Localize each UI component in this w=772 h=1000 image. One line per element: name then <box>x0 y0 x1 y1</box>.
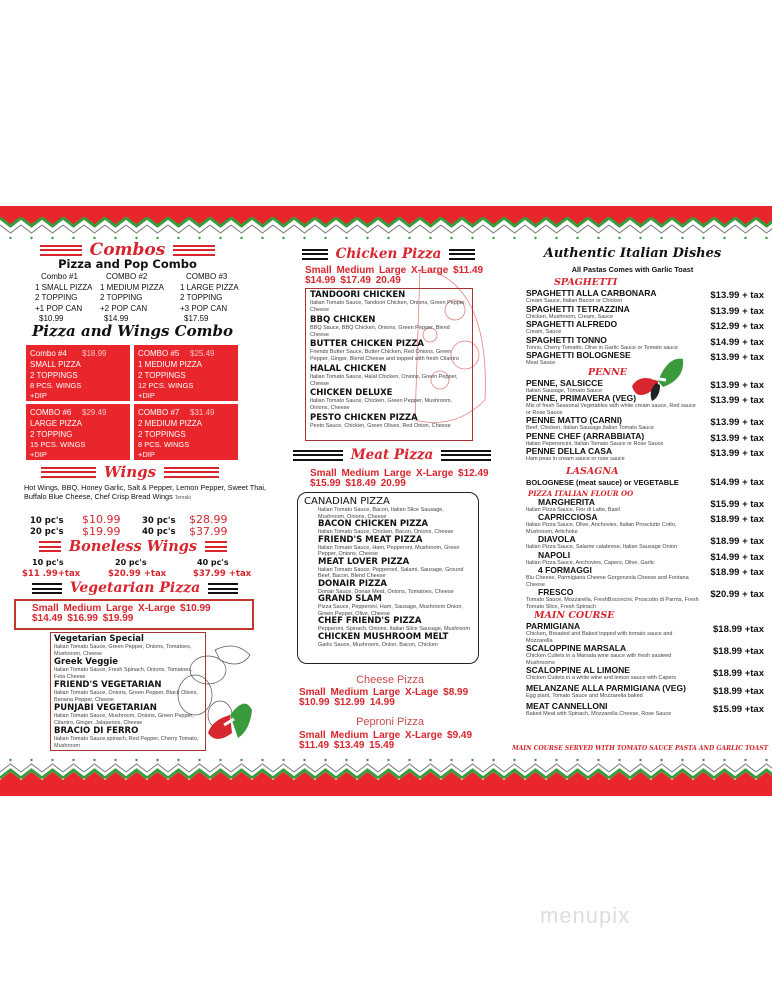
item-description: Italian Tomato Sauce, Ham, Pepperoni, Mushroom, Green Pepper, Onions, Cheese <box>318 544 460 557</box>
pizza-wings-combo-title: Pizza and Wings Combo <box>32 322 233 340</box>
menu-item <box>526 588 766 610</box>
combo-price: $17.59 <box>184 314 209 323</box>
chicken-pizza-header <box>296 246 481 262</box>
menu-item <box>526 684 766 702</box>
menu-item <box>526 666 766 684</box>
item-description: Garlic Sauce, Mushroom, Onion, Bacon, Chicken <box>318 641 438 648</box>
item-description: Cream, Sauce <box>526 329 562 335</box>
menu-item <box>318 580 472 596</box>
penne-list <box>526 379 766 463</box>
item-description: Italian Tomato Sauce, Mushroom, Onions, Green Pepper, Cilantro, Ginger, Jalapenos, Cheese <box>54 713 194 726</box>
size-labels: Small Medium Large X-Lage $8.99 <box>299 687 469 698</box>
menu-item <box>526 535 766 551</box>
item-description: Italian Tomato Sauce, Onions, Green Pepper, Black Olives, Banana Pepper, Cheese <box>54 690 198 703</box>
combo-line: 1 MEDIUM PIZZA <box>138 360 203 369</box>
boneless-qty: 40 pc's <box>197 558 229 567</box>
combo-price: $31.49 <box>190 408 215 417</box>
menu-item <box>526 622 766 644</box>
item-price: $18.99 + tax <box>710 567 764 578</box>
item-description: BBQ Sauce, BBQ Chicken, Onions, Green Pepper, Blend Cheese <box>310 324 450 338</box>
item-price: $13.99 + tax <box>710 395 764 406</box>
item-description: Meat Sauce <box>526 360 556 366</box>
size-labels: Small Medium Large X-Large $9.49 <box>299 730 473 741</box>
item-description: Italian Tomato Sauce,spinach, Red Pepper, Cherry Tomato, Mushroom <box>54 736 199 749</box>
combo-line: +DIP <box>30 450 47 459</box>
pop-combo <box>100 272 164 325</box>
menu-item <box>310 291 468 314</box>
size-prices: $11.49 $13.49 15.49 <box>299 740 395 751</box>
item-price: $14.99 + tax <box>710 336 764 348</box>
combo-line: +DIP <box>138 391 155 400</box>
wings-flavours-text: Hot Wings, BBQ, Honey Garlic, Salt & Pepper, Lemon Pepper, Sweet Thai, Buffalo Blue Cheese, Chef Crisp Bread Wings <box>24 483 266 501</box>
peproni-sizes <box>299 731 472 751</box>
chicken-pizza-list <box>305 288 473 441</box>
combo-line: LARGE PIZZA <box>30 419 83 428</box>
combo-line: 12 PCS. WINGS <box>138 381 194 390</box>
item-name: PESTO CHICKEN PIZZA <box>310 412 418 423</box>
wings-combo-grid <box>26 345 240 461</box>
menu-item <box>310 316 468 339</box>
combo-line: 1 SMALL PIZZA <box>35 282 93 292</box>
chicken-pizza-title: Chicken Pizza <box>335 246 442 262</box>
menu-item <box>526 379 766 395</box>
item-description: Italian Tomato Sauce, Halal Chicken, Onions, Green Pepper, Cheese <box>310 373 458 387</box>
top-border-zigzag <box>0 200 772 240</box>
item-name: PENNE DELLA CASA <box>526 446 613 456</box>
item-description: Donair Sauce, Donair Meat, Onions, Tomatoes, Cheese <box>318 588 454 595</box>
item-name: SCALOPPINE AL LIMONE <box>526 665 630 675</box>
item-name: BUTTER CHICKEN PIZZA <box>310 339 424 349</box>
item-description: Italian Tomato Sauce, Chicken, Bacon, Onions, Cheese <box>318 529 454 535</box>
italian-subtitle: All Pastas Comes with Garlic Toast <box>571 265 694 274</box>
wings-qty: 20 pc's <box>30 527 64 537</box>
combo-line: 2 TOPPING <box>30 430 73 439</box>
item-description: Chicken, Mushroom, Cream, Sauce <box>526 313 614 320</box>
wings-qty: 10 pc's <box>30 516 64 526</box>
size-prices: $14.49 $16.99 $19.99 <box>32 613 134 624</box>
item-name: BBQ CHICKEN <box>310 314 376 325</box>
cheese-sizes <box>299 688 468 708</box>
boneless-price: $20.99 +tax <box>108 569 167 579</box>
item-description: Italian Tomato Sauce, Pepperoni, Salami, Sausage, Ground Beef, Bacon, Blend Cheese <box>318 566 464 579</box>
vegetables-butterfly-illustration <box>160 635 260 750</box>
combo-line: +1 POP CAN <box>35 303 83 313</box>
wings-qty: 30 pc's <box>142 516 176 526</box>
item-name: PENNE MATTO (CARNI) <box>526 415 623 425</box>
item-price: $18.99 + tax <box>710 536 764 547</box>
item-price: $18.99 +tax <box>713 668 764 679</box>
menu-item <box>526 305 766 321</box>
menu-item <box>318 617 472 633</box>
item-name: SPAGHETTI TONNO <box>526 334 607 345</box>
item-name: CAPRICCIOSA <box>538 512 598 522</box>
item-name: Vegetarian Special <box>54 634 144 644</box>
menu-item <box>318 595 472 617</box>
combo-name: Combo #1 <box>41 272 78 281</box>
pizza-pop-combo-title: Pizza and Pop Combo <box>58 257 197 271</box>
size-prices: $15.99 $18.49 20.99 <box>310 478 406 489</box>
item-description: Chicken Cutlets in a Marsala wine sauce with fresh sauteed Mushrooms <box>526 653 672 666</box>
combo-line: +DIP <box>30 391 47 400</box>
size-labels: Small Medium Large X-Large $10.99 <box>32 603 211 614</box>
item-price: $13.99 + tax <box>710 448 764 459</box>
item-name: FRESCO <box>538 587 574 597</box>
menu-item <box>318 520 472 536</box>
menu-item <box>526 394 766 416</box>
item-price: $13.99 + tax <box>710 417 764 428</box>
combo-name: COMBO #7 <box>138 408 180 417</box>
wings-combo-box <box>26 404 130 460</box>
meat-pizza-header <box>292 447 492 463</box>
combo-line: 2 TOPPING <box>180 293 223 302</box>
item-price: $14.99 + tax <box>710 551 764 563</box>
size-labels: Small Medium Large X-Large $12.49 <box>310 468 489 479</box>
menu-item <box>526 336 766 352</box>
meat-items <box>304 520 472 648</box>
item-name: NAPOLI <box>538 549 571 560</box>
item-name: 4 FORMAGGI <box>538 565 592 575</box>
combo-line: 8 PCS. WINGS <box>30 381 82 390</box>
italian-dishes-title: Authentic Italian Dishes <box>543 246 722 261</box>
item-description: Italian Tomato Sauce, Chicken, Green Pepper, Mushroom, Onions, Cheese <box>310 398 453 411</box>
item-price: $18.99 +tax <box>713 624 764 635</box>
vegetarian-pizza-title: Vegetarian Pizza <box>69 580 201 596</box>
combo-line: 15 PCS. WINGS <box>30 440 86 449</box>
lasagna-section-title: LASAGNA <box>566 465 619 477</box>
menu-item <box>526 702 766 720</box>
meat-sizes <box>310 469 489 489</box>
combo-price: $29.49 <box>82 408 107 417</box>
item-name: MARGHERITA <box>538 496 595 507</box>
item-price: $18.99 +tax <box>713 686 764 697</box>
item-description: Italian Tomato Sauce, Green Pepper, Onions, Tomatoes, Mushroom, Cheese <box>54 644 192 657</box>
item-description: Pesto Sauce, Chicken, Green Olives, Red Onion, Cheese <box>310 422 451 429</box>
item-description: Tomato Sauce, Mozzarella, FreshBoconcini, Proscotto di Parma, Fresh Tomato Slice, Fresh Spinach <box>526 597 699 610</box>
item-price: $13.99 + tax <box>710 432 764 444</box>
item-description: Italian Tomato Sauce, Fresh Spinach, Onions, Tomatoes, Feta Cheese <box>54 667 193 680</box>
boneless-wings-title: Boneless Wings <box>68 538 198 555</box>
size-prices: $10.99 $12.99 14.99 <box>299 697 395 708</box>
menu-item <box>318 558 472 580</box>
boneless-price: $37.99 +tax <box>193 569 252 579</box>
menu-item <box>526 498 766 514</box>
combo-price: $18.99 <box>82 349 107 358</box>
wings-combo-box <box>134 404 238 460</box>
item-description: Blu Cheese, Parmigiana Cheese Gorgonzola Cheese and Fontana Cheese <box>526 575 689 588</box>
italian-pizza-list <box>526 498 766 611</box>
item-price: $15.99 + tax <box>710 498 764 510</box>
combo-price: $10.99 <box>39 314 64 323</box>
main-course-section-title: MAIN COURSE <box>534 610 615 621</box>
boneless-qty: 20 pc's <box>115 558 147 567</box>
spaghetti-list <box>526 289 766 367</box>
menu-item <box>310 340 468 363</box>
item-price: $13.99 + tax <box>710 290 764 301</box>
combo-price: $14.99 <box>104 314 129 323</box>
menu-item-lasagna <box>526 478 766 489</box>
combo-line: +2 POP CAN <box>100 303 148 313</box>
item-price: $20.99 + tax <box>710 589 764 600</box>
item-name: CHEF FRIEND'S PIZZA <box>318 616 422 626</box>
item-name: BRACIO DI FERRO <box>54 726 139 736</box>
combos-title: Combos <box>89 240 166 260</box>
wings-price: $28.99 <box>189 513 228 526</box>
chicken-sizes <box>305 266 483 286</box>
item-description: Chicken, Breaded and Baked topped with tomato sauce and Mozzarella <box>526 631 673 644</box>
wings-combo-box <box>26 345 130 401</box>
combo-line: 1 LARGE PIZZA <box>180 282 239 292</box>
bottom-border-zigzag <box>0 752 772 796</box>
menupix-watermark: menupix <box>540 903 631 928</box>
meat-pizza-title: Meat Pizza <box>350 447 434 463</box>
item-name: SCALOPPINE MARSALA <box>526 643 627 653</box>
boneless-qty: 10 pc's <box>32 558 64 567</box>
item-description: Italian Tomato Sauce, Bacon, Italian Slice Sausage, Mushroom, Onions, Cheese <box>318 507 444 520</box>
item-name: Greek Veggie <box>54 657 119 667</box>
menu-item <box>526 432 766 448</box>
combo-line: 2 MEDIUM PIZZA <box>138 419 203 428</box>
combo-line: +DIP <box>138 450 155 459</box>
item-description: Cream Sauce, Italian Bacon or Chicken <box>526 298 623 304</box>
item-name: BOLOGNESE (meat sauce) or VEGETABLE <box>526 477 679 487</box>
item-name: BACON CHICKEN PIZZA <box>318 519 429 529</box>
combo-name: COMBO #3 <box>186 272 228 281</box>
item-name: GRAND SLAM <box>318 594 382 604</box>
menu-item <box>526 289 766 305</box>
combo-line: 1 MEDIUM PIZZA <box>100 282 165 292</box>
menu-item <box>526 447 766 463</box>
item-name: SPAGHETTI BOLOGNESE <box>526 350 631 360</box>
wings-prices <box>30 513 230 537</box>
item-name: TANDOORI CHICKEN <box>310 290 406 300</box>
item-price: $13.99 + tax <box>710 379 764 391</box>
combo-name: COMBO #2 <box>106 272 148 281</box>
item-name: PENNE, SALSICCE <box>526 377 603 388</box>
wings-price: $19.99 <box>82 525 121 538</box>
menu-item <box>310 389 468 412</box>
menu-item <box>526 416 766 432</box>
item-name: PARMIGIANA <box>526 621 581 631</box>
item-description: Tonno, Cherry Tomatto, Olive in Garlic Sauce or Tomato sauce <box>526 344 679 351</box>
item-description: Mix of fresh Seasonal Vegetables with white cream sauce, Red sauce or Rose Sauce <box>526 403 696 416</box>
item-description: Baked Meat with Spinach, Mozzarella Cheese, Rose Sauce <box>526 711 672 717</box>
item-price: $13.99 + tax <box>710 305 764 317</box>
item-description: Egg plant, Tomato Sauce and Mozzarella baked <box>526 693 643 699</box>
boneless-price: $11 .99+tax <box>22 569 81 579</box>
item-description: Ham peas in cream sauce or rose sauce <box>526 456 625 462</box>
item-name: PUNJABI VEGETARIAN <box>54 703 157 713</box>
item-price: $12.99 + tax <box>710 321 764 332</box>
item-name: PENNE CHEF (ARRABBIATA) <box>526 430 645 441</box>
menu-item <box>526 551 766 567</box>
vegetarian-sizes-box <box>14 599 254 630</box>
wings-combo-box <box>134 345 238 401</box>
combo-name: Combo #4 <box>30 349 67 358</box>
menu-item <box>526 513 766 535</box>
item-description: Italian Peperoncini, Italian Tomato Sauce or Rose Sauce <box>526 440 664 447</box>
item-name: DIAVOLA <box>538 534 576 544</box>
wings-qty: 40 pc's <box>142 527 176 537</box>
wings-price: $37.99 <box>189 525 228 538</box>
combo-line: +3 POP CAN <box>180 303 228 313</box>
item-description: Friends Butter Sauce, Butter Chicken, Red Onions, Green Pepper, Ginger, Blend Cheese and topped with fresh Cilantro <box>310 349 459 362</box>
combo-line: 2 TOPPINGS <box>30 371 78 380</box>
spaghetti-section-title: SPAGHETTI <box>554 277 618 288</box>
italian-menu <box>526 277 766 720</box>
pop-combo <box>180 272 239 325</box>
item-description: Italian Sausage, Tomato Sauce <box>526 387 603 394</box>
combo-line: 2 TOPPINGS <box>138 430 186 439</box>
item-name: DONAIR PIZZA <box>318 578 387 589</box>
wings-price: $10.99 <box>82 513 121 526</box>
item-description: Chicken Cutlets in a white wine and lemon sauce with Capers <box>526 675 677 681</box>
main-course-list <box>526 622 766 720</box>
item-description: Italian Pizza Sauce, Salame calabrese, Italian Sausage Onion <box>526 544 678 550</box>
pop-combo-list <box>35 272 239 324</box>
item-description: Italian Tomato Sauce, Tandoori Chicken, Onions, Green Pepper, Cheese <box>310 300 467 313</box>
combo-line: 8 PCS. WINGS <box>138 440 190 449</box>
menu-item <box>526 566 766 588</box>
wings-title: Wings <box>103 463 157 481</box>
item-name: MEAT LOVER PIZZA <box>318 556 410 567</box>
menu-item <box>526 351 766 367</box>
item-name: FRIEND'S MEAT PIZZA <box>318 534 423 545</box>
main-course-footnote: MAIN COURSE SERVED WITH TOMATO SAUCE PASTA AND GARLIC TOAST <box>512 745 769 752</box>
wings-header <box>40 463 220 481</box>
menu-item <box>318 633 472 649</box>
wings-flavour-extra: Tenraki <box>174 494 191 501</box>
item-description: Italian Pizza Sauce, Olive, Anchovies, Italian Prosciutto Cotto, Mushroom, Artichoke <box>526 522 677 535</box>
boneless-prices <box>22 558 262 582</box>
combo-name: COMBO #6 <box>30 408 72 417</box>
menu-item <box>310 365 468 388</box>
size-prices: $14.99 $17.49 20.49 <box>305 275 401 286</box>
item-name: PENNE, PRIMAVERA (VEG) <box>526 393 637 403</box>
item-description: Italian Pizza Sauce, Anchovies, Capers, Olive, Garlic <box>526 559 655 566</box>
pizza-section-title: PIZZA ITALIAN FLOUR OO <box>528 488 634 498</box>
item-description: Pepperoni, Spinach, Onions, Italian Slice Sausage, Mushroom <box>318 626 470 632</box>
combo-name: COMBO #5 <box>138 349 180 358</box>
item-price: $18.99 + tax <box>710 514 764 525</box>
penne-section-title: PENNE <box>588 366 627 378</box>
item-name: SPAGHETTI ALLA CARBONARA <box>526 288 657 298</box>
item-description: Pizza Sauce, Pepperoni, Ham, Sausage, Mushroom Onion, Green Pepper, Olive, Cheese <box>318 604 463 617</box>
boneless-wings-header <box>38 538 228 555</box>
menu-item <box>318 536 472 558</box>
item-name: SPAGHETTI ALFREDO <box>526 319 618 329</box>
menu-item <box>310 414 468 430</box>
item-name: CHICKEN MUSHROOM MELT <box>318 631 449 642</box>
combo-line: SMALL PIZZA <box>30 360 81 369</box>
combo-line: 2 TOPPING <box>35 293 78 302</box>
menu-item <box>526 644 766 666</box>
peproni-pizza-title: Peproni Pizza <box>356 716 424 728</box>
item-name: FRIEND'S VEGETARIAN <box>54 680 162 690</box>
combo-price: $25.49 <box>190 349 215 358</box>
item-price: $18.99 +tax <box>713 646 764 657</box>
meat-pizza-list <box>297 492 479 664</box>
pop-combo <box>35 272 93 325</box>
wings-flavours <box>24 484 269 502</box>
item-price: $14.99 + tax <box>710 476 764 488</box>
item-price: $15.99 +tax <box>713 704 764 715</box>
item-price: $13.99 + tax <box>710 352 764 363</box>
item-name: MELANZANE ALLA PARMIGIANA (VEG) <box>526 683 686 693</box>
menu-item <box>526 320 766 336</box>
cheese-pizza-title: Cheese Pizza <box>356 674 424 686</box>
item-name: SPAGHETTI TETRAZZINA <box>526 303 630 314</box>
size-labels: Small Medium Large X-Large $11.49 <box>305 265 484 276</box>
item-name: MEAT CANNELLONI <box>526 701 608 711</box>
item-description: Italian Pizza Sauce, Fior di Latte, Basil <box>526 506 620 513</box>
item-name: HALAL CHICKEN <box>310 363 387 374</box>
combo-line: 2 TOPPINGS <box>138 371 186 380</box>
item-description: Beef, Chicken, Italian Sausage,Italian Tomato Sauce <box>526 425 655 431</box>
item-name: CHICKEN DELUXE <box>310 388 393 398</box>
vegetarian-pizza-header <box>30 580 240 597</box>
item-name: CANADIAN PIZZA <box>304 496 390 507</box>
combo-line: 2 TOPPING <box>100 293 143 302</box>
